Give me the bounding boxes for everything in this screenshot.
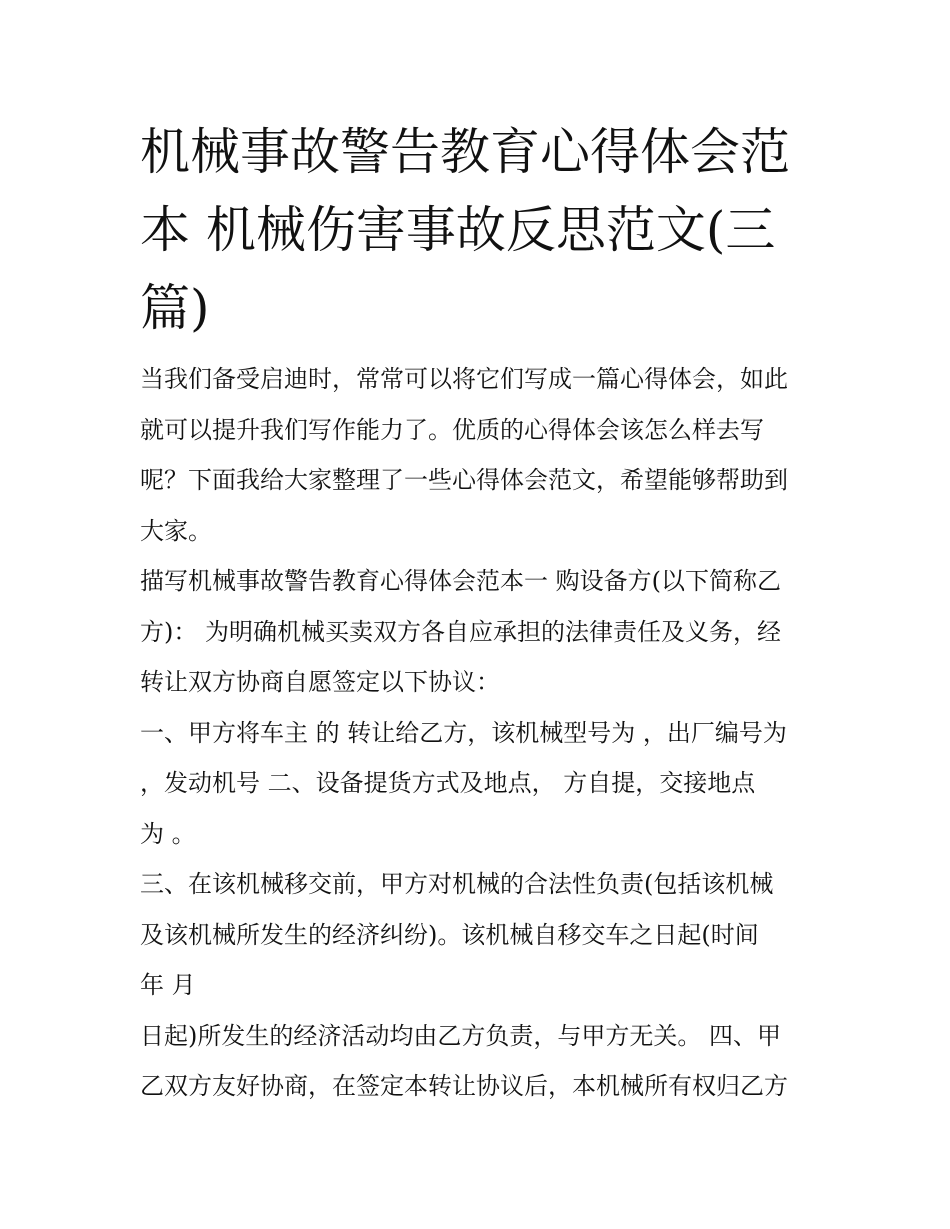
body-line: 当我们备受启迪时，常常可以将它们写成一篇心得体会，如此 — [140, 365, 788, 393]
title-line: 机械事故警告教育心得体会范 — [140, 123, 790, 181]
document-title — [140, 113, 830, 347]
document-body — [140, 354, 830, 1112]
body-line: 日起)所发生的经济活动均由乙方负责，与甲方无关。 四、甲 — [140, 1021, 781, 1050]
body-line: 呢？下面我给大家整理了一些心得体会范文，希望能够帮助到 — [140, 466, 788, 494]
body-line: 年 月 — [140, 971, 196, 999]
body-line: 方)： 为明确机械买卖双方各自应承担的法律责任及义务，经 — [140, 617, 781, 646]
title-line: 篇) — [140, 279, 210, 337]
body-line: 及该机械所发生的经济纠纷)。该机械自移交车之日起(时间 — [140, 920, 759, 949]
body-line: ，发动机号 二、设备提货方式及地点， 方自提，交接地点 — [140, 769, 756, 797]
title-line: 本 机械伤害事故反思范文(三 — [140, 201, 776, 259]
body-line: 为 。 — [140, 819, 196, 848]
body-line: 一、甲方将车主 的 转让给乙方，该机械型号为 ，出厂编号为 — [140, 718, 787, 747]
body-line: 转让双方协商自愿签定以下协议： — [140, 668, 500, 696]
body-line: 大家。 — [140, 516, 212, 545]
body-line: 乙双方友好协商，在签定本转让协议后，本机械所有权归乙方 — [140, 1072, 788, 1100]
body-line: 就可以提升我们写作能力了。优质的心得体会该怎么样去写 — [140, 415, 764, 444]
body-line: 三、在该机械移交前，甲方对机械的合法性负责(包括该机械 — [140, 870, 774, 898]
body-line: 描写机械事故警告教育心得体会范本一 购设备方(以下简称乙 — [140, 567, 781, 595]
